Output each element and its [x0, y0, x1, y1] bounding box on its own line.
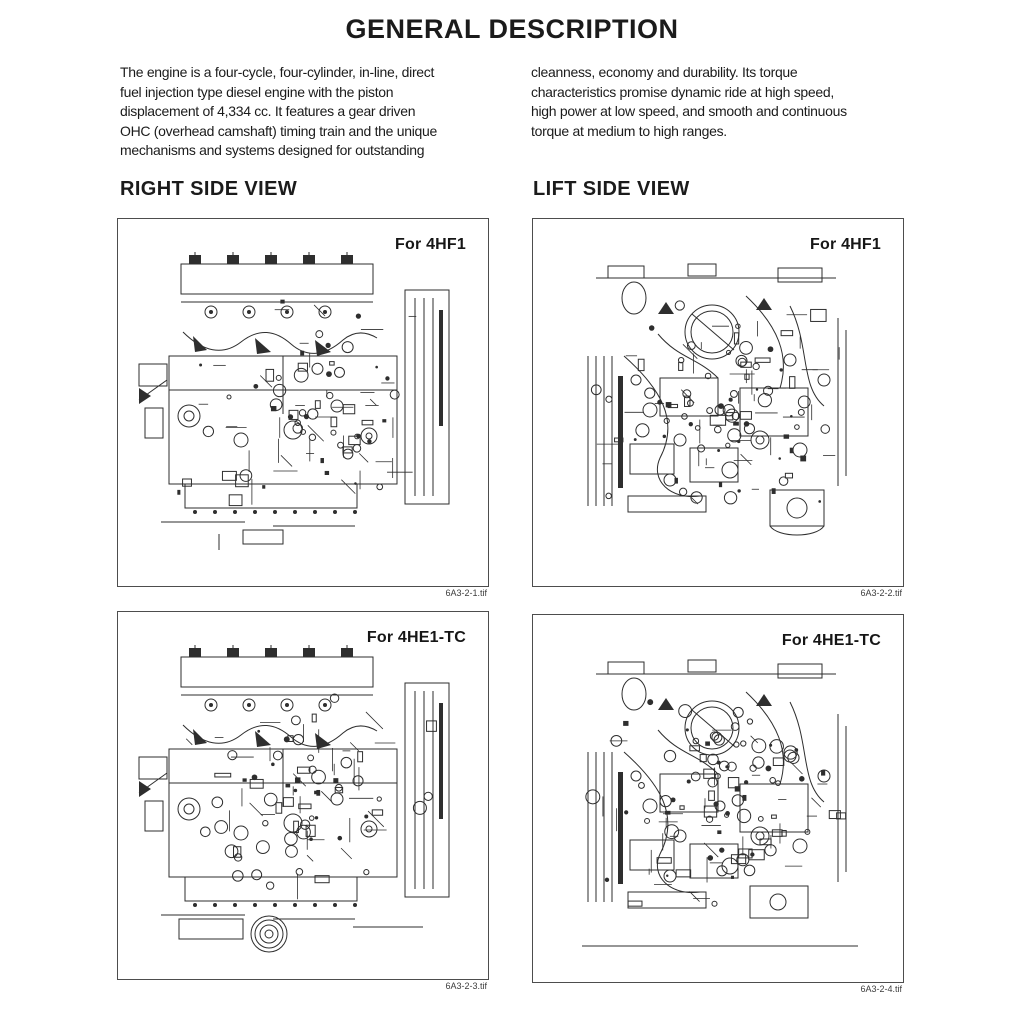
intro-line: OHC (overhead camshaft) timing train and the unique	[120, 122, 437, 139]
left-side-view-heading: LIFT SIDE VIEW	[533, 178, 690, 200]
intro-line: The engine is a four-cycle, four-cylinder, in-line, direct	[120, 64, 435, 80]
figure-right-view-4he1tc	[117, 611, 489, 991]
figure-variant-label: For 4HE1-TC	[366, 629, 466, 646]
figure-filename-caption: 6A3-2-2.tif	[860, 588, 902, 598]
figure-frame	[532, 614, 904, 983]
figure-variant-label: For 4HF1	[395, 236, 466, 253]
engine-right-side-diagram	[123, 620, 483, 972]
figure-left-view-4he1tc	[532, 614, 904, 994]
engine-right-side-diagram	[123, 227, 483, 579]
intro-paragraph-right	[531, 63, 911, 141]
figure-filename-caption: 6A3-2-1.tif	[445, 588, 487, 598]
intro-line: characteristics promise dynamic ride at high speed,	[531, 83, 834, 100]
intro-paragraph-left	[120, 63, 500, 161]
engine-left-side-diagram	[538, 623, 898, 975]
intro-line: cleanness, economy and durability. Its torque	[531, 64, 798, 80]
right-side-view-heading: RIGHT SIDE VIEW	[120, 178, 298, 200]
figure-variant-label: For 4HE1-TC	[781, 632, 881, 649]
figure-left-view-4hf1	[532, 218, 904, 598]
page-title: GENERAL DESCRIPTION	[345, 14, 679, 44]
intro-line: torque at medium to high ranges.	[531, 122, 727, 139]
intro-line: mechanisms and systems designed for outstanding	[120, 142, 425, 158]
figure-frame	[117, 218, 489, 587]
figure-frame	[117, 611, 489, 980]
figure-variant-label: For 4HF1	[810, 236, 881, 253]
intro-line: displacement of 4,334 cc. It features a gear driven	[120, 103, 416, 119]
intro-line: high power at low speed, and smooth and continuous	[531, 103, 847, 119]
intro-line: fuel injection type diesel engine with the piston	[120, 83, 394, 100]
figure-right-view-4hf1	[117, 218, 489, 598]
figure-frame	[532, 218, 904, 587]
figure-filename-caption: 6A3-2-3.tif	[445, 981, 487, 991]
figure-filename-caption: 6A3-2-4.tif	[860, 984, 902, 994]
engine-left-side-diagram	[538, 227, 898, 579]
